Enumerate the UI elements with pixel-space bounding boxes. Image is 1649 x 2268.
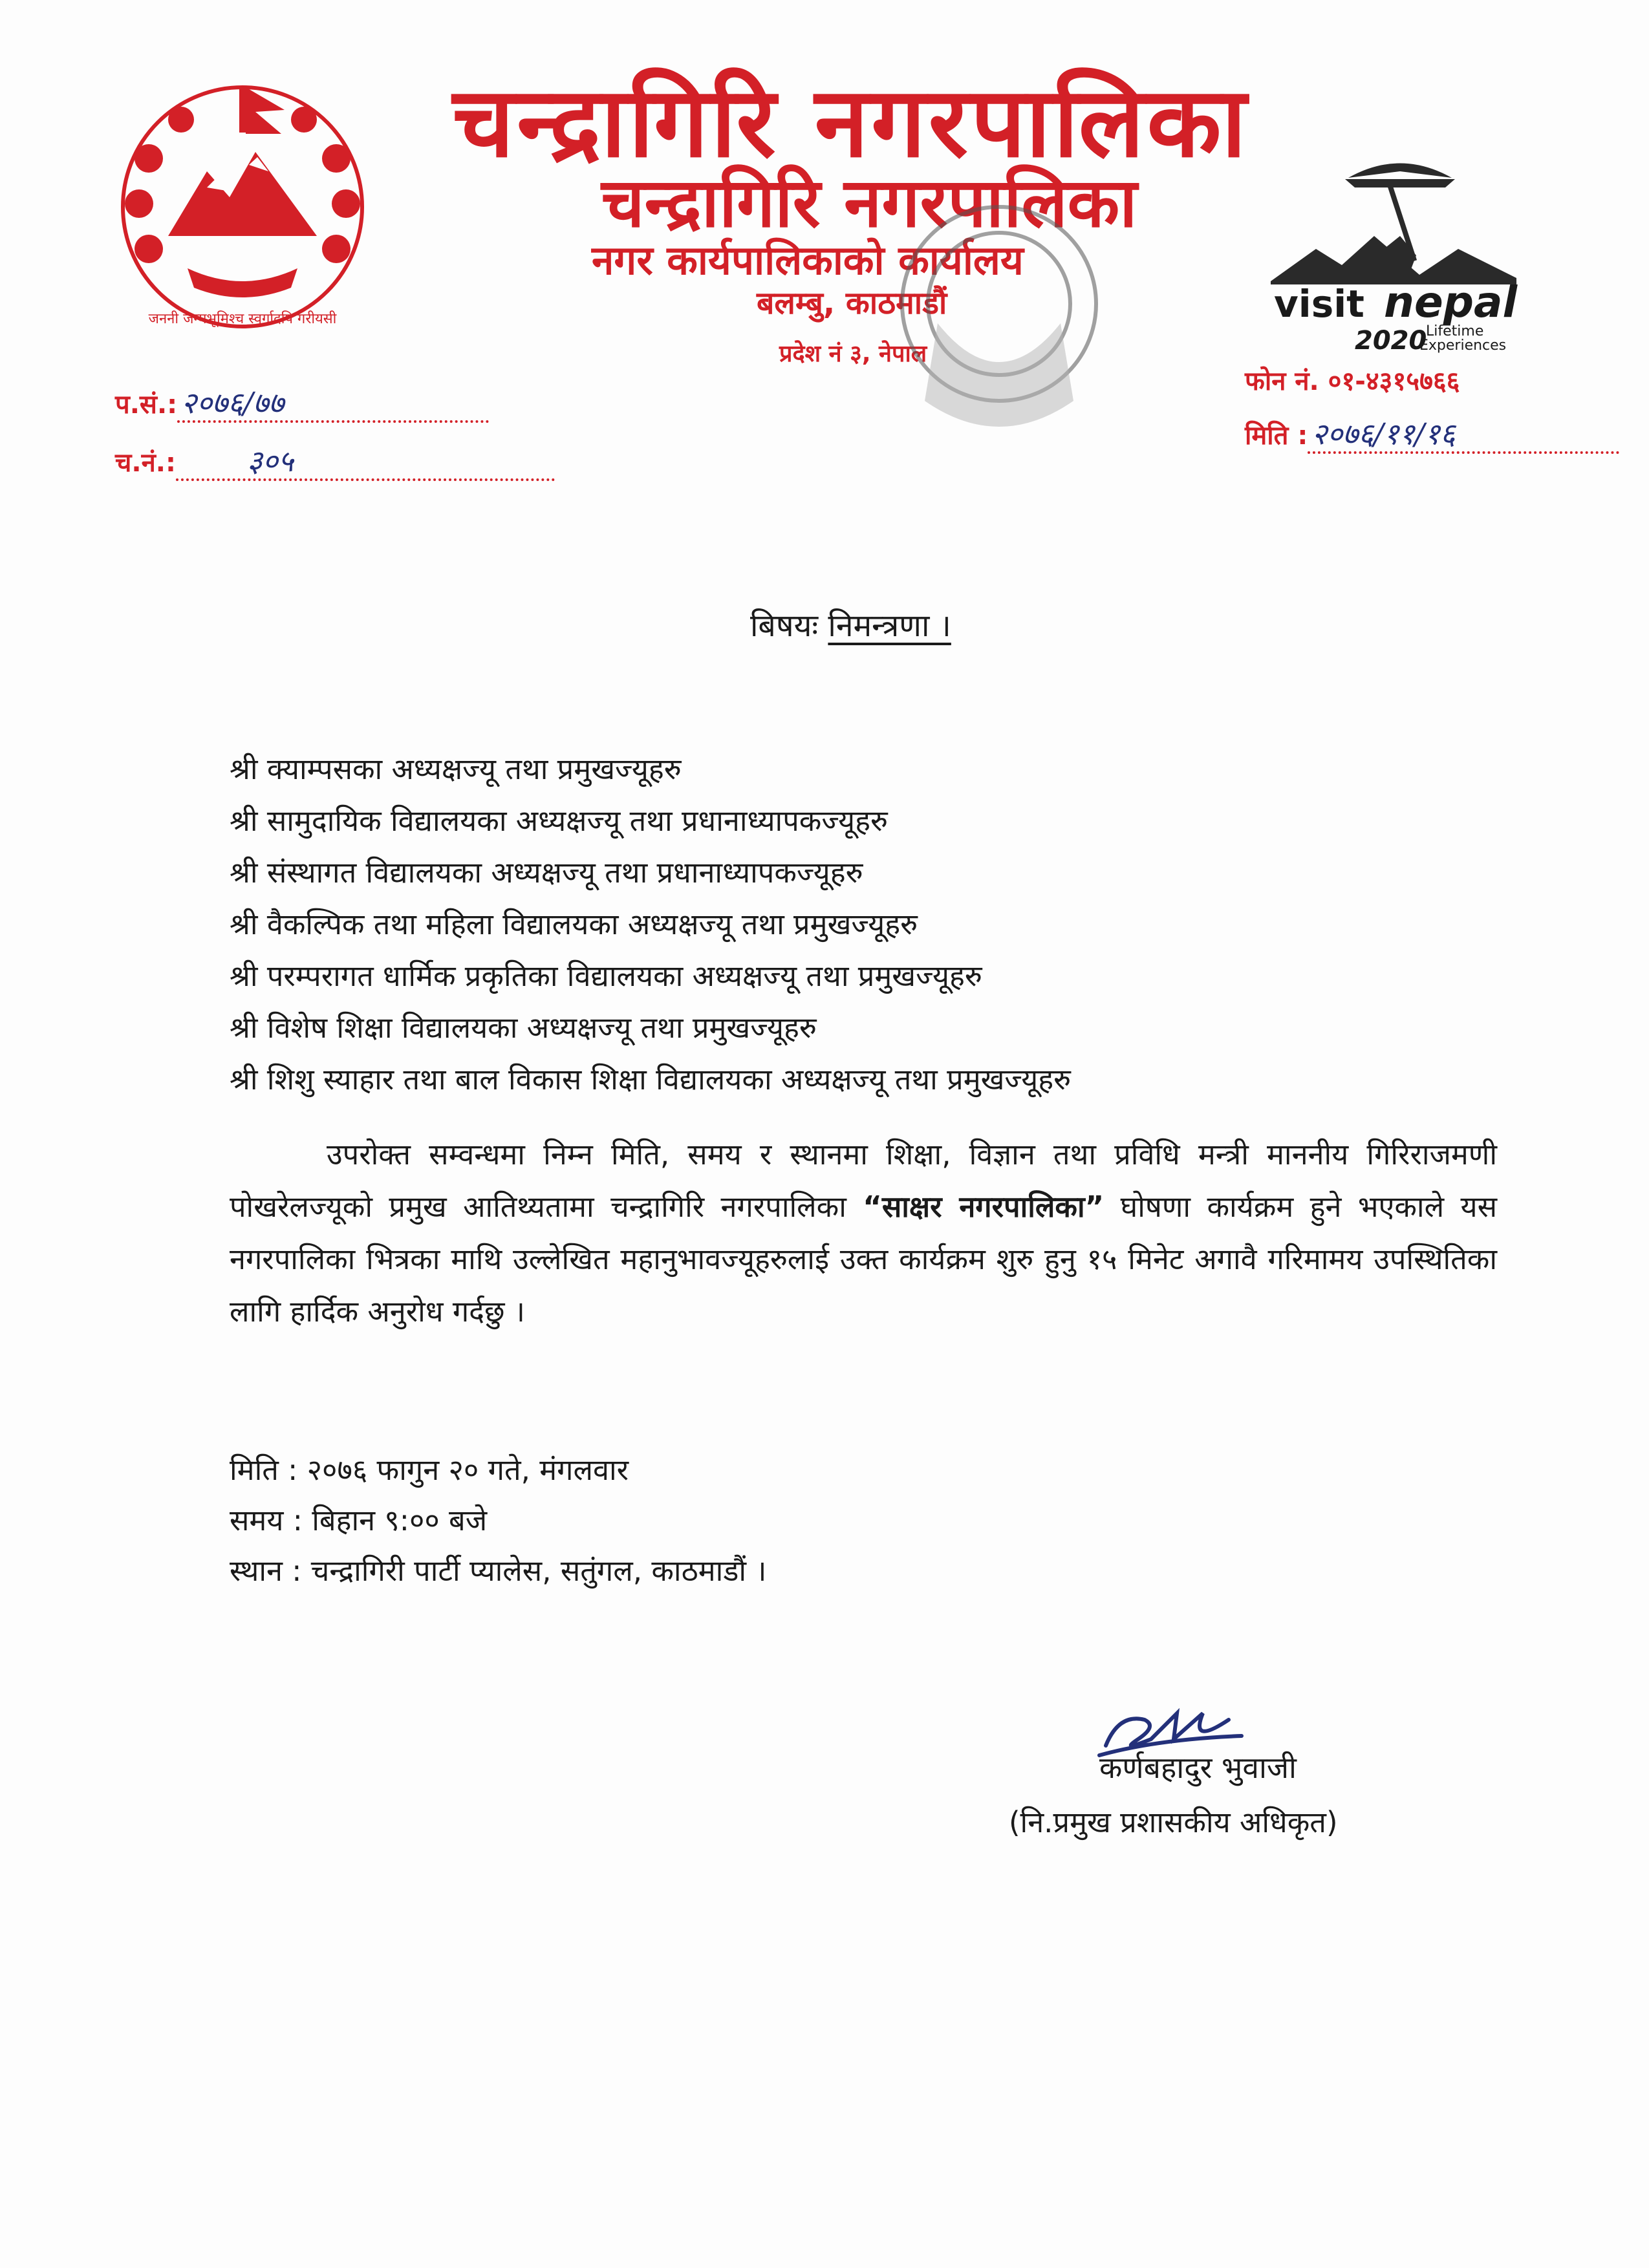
event-details <box>230 1445 766 1596</box>
cn-ref <box>115 446 555 481</box>
date-value: २०७६/११/१६ <box>1311 416 1456 451</box>
office-address: बलम्बु, काठमाडौं <box>757 285 947 321</box>
recipient-item: श्री क्याम्पसका अध्यक्षज्यू तथा प्रमुखज्यूहरु <box>230 752 682 786</box>
body-part-1: उपरोक्त सम्वन्धमा निम्न मिति, समय र स्थानमा शिक्षा, विज्ञान तथा प्रविधि मन्त्री माननीय गिरिराजमणी पोखरेलज्यूको प्रमुख आतिथ्यतामा चन्द्रागिरि नगरपालिका <box>230 1137 1497 1224</box>
body-part-2: घोषणा कार्यक्रम हुने भएकाले यस नगरपालिका भित्रका माथि उल्लेखित महानुभावज्यूहरुलाई उक्त कार्यक्रम शुरु हुनु १५ मिनेट अगावै गरिमामय उपस्थितिका लागि हार्दिक अनुरोध गर्दछु । <box>230 1190 1497 1329</box>
date-ref <box>1245 416 1619 454</box>
recipient-item: श्री विशेष शिक्षा विद्यालयका अध्यक्षज्यू तथा प्रमुखज्यूहरु <box>230 1011 817 1045</box>
nepal-word: nepal <box>1384 277 1518 327</box>
phone-label: फोन नं. <box>1245 367 1319 396</box>
tagline-lifetime: Lifetime <box>1426 323 1484 339</box>
municipality-title: चन्द्रागिरि नगरपालिका <box>453 67 1249 179</box>
body-bold-phrase: “साक्षर नगरपालिका” <box>863 1190 1105 1224</box>
municipality-subtitle: चन्द्रागिरि नगरपालिका <box>601 164 1137 242</box>
office-stamp-icon <box>879 194 1119 453</box>
invitation-body <box>230 1128 1497 1338</box>
event-time: समय : बिहान ९:०० बजे <box>230 1503 488 1537</box>
signatory-designation: (नि.प्रमुख प्रशासकीय अधिकृत) <box>1009 1805 1338 1839</box>
ps-ref <box>115 385 489 423</box>
visit-word: visit <box>1274 282 1364 326</box>
event-date: मिति : २०७६ फागुन २० गते, मंगलवार <box>230 1453 629 1487</box>
date-label: मिति : <box>1245 421 1308 451</box>
tagline-experiences: Experiences <box>1419 337 1507 354</box>
ps-label: प.सं.: <box>115 390 178 420</box>
ps-value: २०७६/७७ <box>181 385 285 420</box>
phone-value: ०१-४३१५७६६ <box>1328 367 1460 396</box>
cn-value: ३०५ <box>247 444 294 478</box>
nepal-emblem-icon <box>110 74 375 339</box>
recipient-item: श्री परम्परागत धार्मिक प्रकृतिका विद्यालयका अध्यक्षज्यू तथा प्रमुखज्यूहरु <box>230 959 982 993</box>
recipient-item: श्री सामुदायिक विद्यालयका अध्यक्षज्यू तथा प्रधानाध्यापकज्यूहरु <box>230 804 888 838</box>
phone-ref <box>1245 369 1460 394</box>
event-venue: स्थान : चन्द्रागिरी पार्टी प्यालेस, सतुंगल, काठमाडौं । <box>230 1554 767 1588</box>
recipient-item: श्री वैकल्पिक तथा महिला विद्यालयका अध्यक्षज्यू तथा प्रमुखज्यूहरु <box>230 907 918 941</box>
year-word: 2020 <box>1355 326 1427 356</box>
recipient-list <box>230 744 1523 1106</box>
office-name: नगर कार्यपालिकाको कार्यालय <box>592 237 1024 284</box>
umbrella-mountain-icon <box>1271 152 1549 359</box>
emblem-motto: जननी जन्मभूमिश्च स्वर्गादपि गरीयसी <box>148 311 337 327</box>
subject-value: निमन्त्रणा । <box>828 608 951 644</box>
recipient-item: श्री संस्थागत विद्यालयका अध्यक्षज्यू तथा प्रधानाध्यापकज्यूहरु <box>230 855 863 890</box>
subject-line <box>750 608 951 645</box>
visit-nepal-2020-logo <box>1271 152 1549 359</box>
signatory-name: कर्णबहादुर भुवाजी <box>1099 1750 1297 1785</box>
recipient-item: श्री शिशु स्याहार तथा बाल विकास शिक्षा विद्यालयका अध्यक्षज्यू तथा प्रमुखज्यूहरु <box>230 1062 1072 1097</box>
cn-label: च.नं.: <box>115 448 176 478</box>
office-province: प्रदेश नं ३, नेपाल <box>779 341 927 367</box>
subject-label: बिषयः <box>750 608 819 644</box>
